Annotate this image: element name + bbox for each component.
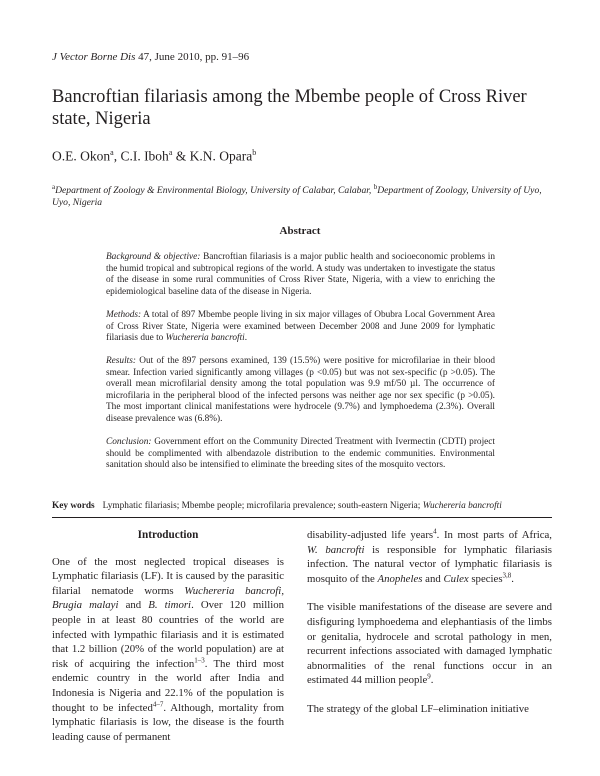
paragraph-text: . Over 120 million people in at least 80 countries of the world are infected with lympathic filariasis and it is estimated that 1.2 billion (20% of the world population) are at risk of acquiring the infection [52, 599, 285, 670]
author-name: O.E. Okon [52, 148, 111, 164]
affiliation-mark: b [373, 183, 378, 191]
species-name: Wuchereria bancrofi [184, 584, 282, 597]
paragraph-text: and [118, 599, 149, 612]
keywords-label: Key words [52, 501, 95, 511]
left-column [52, 528, 284, 758]
species-name: Brugia malayi [52, 599, 119, 612]
paragraph-text: disability-adjusted life years [307, 529, 434, 541]
paragraph-text: is responsible for lymphatic filariasis infection. The natural vector of lymphatic filariasis is mosquito of the [307, 543, 552, 585]
paragraph-text: , [281, 584, 285, 597]
citation-ref: 1–3 [194, 656, 205, 665]
paragraph-text: . [430, 674, 434, 687]
paragraph-text: species [468, 572, 503, 585]
author-affiliation-mark: b [252, 148, 257, 157]
author-name: C.I. Iboh [120, 148, 169, 164]
paragraph-text: . [511, 572, 514, 585]
paper-title: Bancroftian filariasis among the Mbembe people of Cross River state, Nigeria [52, 87, 527, 129]
citation-ref: 9 [427, 672, 431, 681]
abstract-section-end: . [244, 333, 248, 344]
abstract-conclusion [106, 437, 495, 472]
abstract-section-label: Methods: [106, 310, 142, 320]
paragraph-text: The strategy of the global LF–elimination initiative [307, 702, 529, 715]
paragraph-text: and [422, 572, 444, 585]
paragraph-text: . Although, mortality from lymphatic filariasis is low, the disease is the fourth leading cause of permanent [52, 701, 284, 743]
intro-paragraph [307, 600, 552, 688]
abstract-methods [106, 310, 495, 345]
author-separator: , [113, 148, 121, 164]
keywords [52, 501, 572, 511]
paragraph-text: The visible manifestations of the disease are severe and disfiguring lymphoedema and elephantiasis of the limbs or genitalia, hydrocele and scrotal pathology in men, recurrent infections associated with damaged lymphatic abnormalities of the renal functions occur in an estimated 44 million people [307, 601, 552, 687]
species-name: Culex [443, 572, 469, 585]
affiliation-b: Department of Zoology, University of Uyo, Uyo, Nigeria [52, 185, 542, 209]
abstract-section-label: Background & objective: [106, 252, 201, 262]
abstract-section-text: A total of 897 Mbembe people living in six major villages of Obubra Local Government Area of Cross River State, Nigeria were examined between December 2008 and June 2009 for lymphatic filariasis due to [106, 310, 495, 344]
abstract-background [106, 252, 495, 298]
keywords-text: Lymphatic filariasis; Mbembe people; microfilaria prevalence; south-eastern Nigeria; [102, 501, 423, 511]
affiliation-mark: a [52, 183, 56, 191]
introduction-heading: Introduction [137, 529, 199, 541]
abstract-section-text: Out of the 897 persons examined, 139 (15.5%) were positive for microfilariae in their blood smear. Infection varied significantly among villages (p <0.05) but was not sex-specific (p >0.05). The overall mean microfilarial density among the total population was 9.9 mf/50 µl. The occurrence of microfilaria in the peripheral blood of the infected persons was neither age nor sex specific (p >0.05). The most important clinical manifestations were hydrocele (9.7%) and lymphoedema (2.3%). Overall disease prevalence was (6.8%). [106, 356, 495, 424]
affiliations [52, 181, 552, 209]
species-name: Anopheles [377, 572, 423, 585]
species-name: Wuchereria bancrofti [165, 333, 245, 344]
author-list [52, 148, 256, 165]
citation-ref: 3,8 [502, 571, 512, 580]
paragraph-text: . The third most endemic country in the world after India and Indonesia is Nigeria and 22.1% of the population is thought to be infected [52, 657, 284, 714]
abstract-section-label: Conclusion: [106, 437, 152, 447]
author-affiliation-mark: a [168, 148, 173, 157]
section-divider [52, 517, 552, 518]
author-separator: & [172, 148, 190, 164]
abstract-section-label: Results: [106, 356, 136, 366]
abstract-section-text: Bancroftian filariasis is a major public health and socioeconomic problems in the humid tropical and subtropical regions of the world. A study was undertaken to investigate the status of the disease in some rural communities of Cross River State, Nigeria, with a view to enriching the epidemiological baseline data of the disease in Nigeria. [106, 252, 496, 297]
affiliation-a: Department of Zoology & Environmental Biology, University of Calabar, Calabar, [55, 185, 374, 197]
abstract-section-text: Government effort on the Community Directed Treatment with Ivermectin (CDTI) project should be complimented with albendazole distribution to the endemic communities. Environmental sanitation should also be intensified to eliminate the breeding sites of the mosquito vectors. [106, 437, 495, 471]
author-affiliation-mark: a [110, 148, 114, 157]
intro-paragraph [307, 528, 552, 586]
paragraph-text: . In most parts of Africa, [436, 529, 552, 541]
abstract-results [106, 356, 495, 426]
citation-ref: 4 [433, 527, 437, 536]
right-column [307, 528, 552, 731]
species-name: B. timori [148, 599, 192, 612]
species-name: W. bancrofti [307, 543, 365, 556]
abstract-heading: Abstract [279, 225, 321, 237]
intro-paragraph [52, 555, 284, 745]
journal-citation [52, 51, 249, 63]
author-name: K.N. Opara [189, 148, 253, 164]
journal-name: J Vector Borne Dis [52, 51, 136, 63]
paragraph-text: One of the most neglected tropical diseases is Lymphatic filariasis (LF). It is caused by the parasitic filarial nematode worms [52, 555, 284, 597]
species-name: Wuchereria bancrofti [422, 501, 502, 511]
journal-issue: 47, June 2010, pp. 91–96 [135, 51, 250, 63]
intro-paragraph [307, 702, 552, 717]
citation-ref: 4–7 [152, 699, 164, 708]
